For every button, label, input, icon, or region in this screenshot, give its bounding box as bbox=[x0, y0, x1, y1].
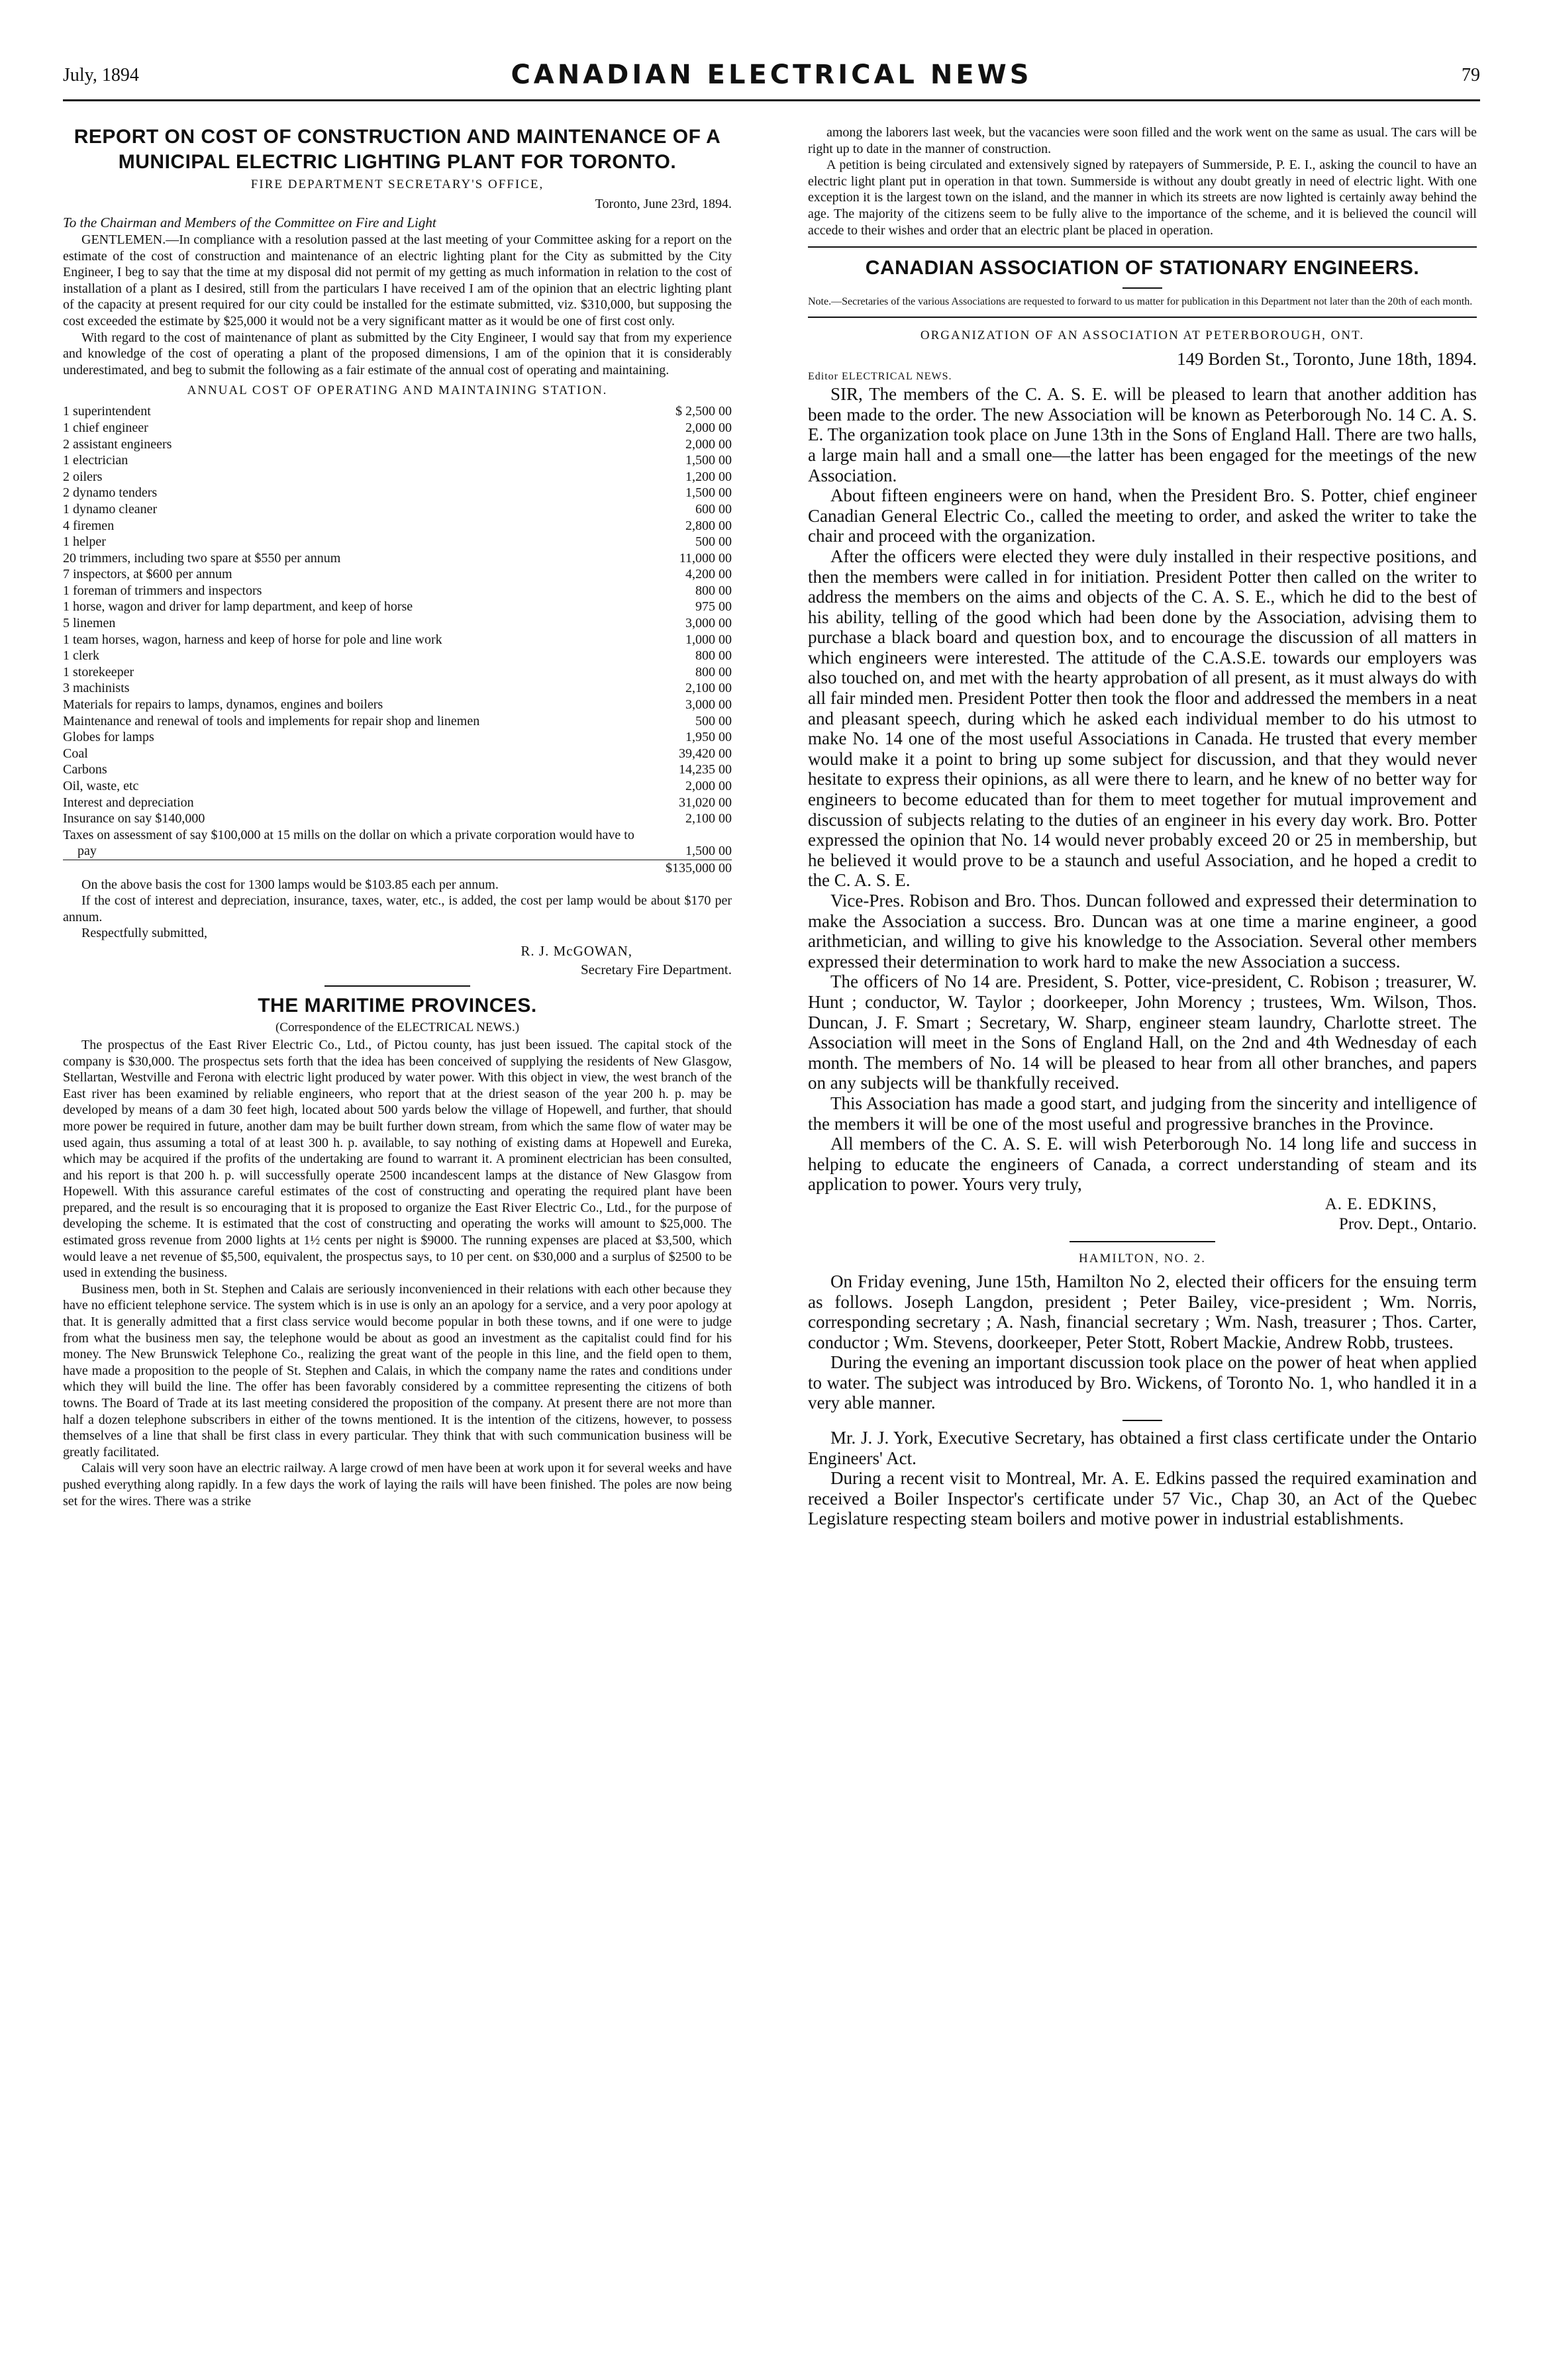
cost-item-label: 5 linemen bbox=[63, 616, 116, 631]
cost-item-amount: 2,800 00 bbox=[685, 518, 732, 533]
letter-paragraph: After the officers were elected they were duly installed in their respective positions, and then the members were called in for initiation. President Potter then called on the writer to address the members on the aims and objects of the C. A. S. E., which he did to the best of his ability, telling of the good which had been done by the Association, advising them to purchase a black board and question box, and to encourage the discussion of all matters in which engineers were interested. The attitude of the C.A.S.E. towards our employers was also touched on, and met with the hearty approbation of all present, as it must always do with all fair minded men. President Potter then took the floor and addressed the members in a neat and pleasant speech, during which he asked each individual member to do his utmost to make No. 14 one of the most useful Associations in Canada. He trusted that every member would make it a point to bring up some subject for discussion, and that they would never hesitate to express their opinions, as all were there to learn, and he knew of no better way for engineers to become educated than for them to meet together for mutual improvement and discussion of subjects relating to the duties of an engineer in his every day work. Bro. Potter expressed the opinion that No. 14 would never probably exceed 20 or 25 in membership, but he believed it would prove to be a staunch and useful Association, and he hoped a credit to the C. A. S. E. bbox=[808, 546, 1477, 891]
page-number: 79 bbox=[1462, 65, 1480, 85]
cost-item-label: 1 horse, wagon and driver for lamp department, and keep of horse bbox=[63, 599, 413, 615]
running-header bbox=[63, 58, 1480, 98]
maritime-correspondence: (Correspondence of the ELECTRICAL NEWS.) bbox=[275, 1020, 520, 1034]
section-divider bbox=[324, 985, 470, 987]
cost-item-label: 1 helper bbox=[63, 534, 106, 550]
maritime-paragraph: The prospectus of the East River Electric Co., Ltd., of Pictou county, has just been issued. The capital stock of the company is $30,000. The prospectus sets forth that the idea has been conceived of supplying the residents of New Glasgow, Stellartan, Westville and Ferona with electric light produced by water power. With this object in view, the west branch of the East river has been examined by reliable engineers, who report that at the driest season of the year 200 h. p. may be developed by means of a dam 30 feet high, located about 500 yards below the village of Hopewell, and further, that should more power be required in future, another dam may be built further down stream, from which the same flow of water may be used again, thus assuming a total of at least 300 h. p. available, to say nothing of existing dams at Hopewell and Eureka, which may be acquired if the profits of the undertaking are found to warrant it. A prominent electrician has been consulted, and his report is that 200 h. p. will successfully operate 2500 incandescent lamps at the distance of New Glasgow from Hopewell. With this assurance careful estimates of the cost of constructing and operating the required plant have been prepared, and the result is so encouraging that it is proposed to organize the East River Electric Co., Ltd., for the purpose of developing the scheme. It is estimated that the cost of constructing and operating the works will amount to $25,000. The estimated gross revenue from 2000 lights at 1½ cents per night is $9000. The running expenses are placed at $3,500, which would leave a net revenue of $5,500, equivalent, the prospectus says, to 10 per cent. on $30,000 and a surplus of $2500 to be used in extending the business. bbox=[63, 1037, 732, 1281]
letter-paragraph: All members of the C. A. S. E. will wish Peterborough No. 14 long life and success in helping to educate the engineers of Canada, a correct understanding of steam and its application to power. Yours very truly, bbox=[808, 1134, 1477, 1195]
cost-item-label: 1 storekeeper bbox=[63, 664, 134, 679]
cost-item-amount: 2,000 00 bbox=[685, 436, 732, 452]
cost-row bbox=[63, 697, 732, 713]
organization-title: ORGANIZATION OF AN ASSOCIATION AT PETERBOROUGH, ONT. bbox=[920, 328, 1365, 343]
editor-line: Editor ELECTRICAL NEWS. bbox=[808, 371, 952, 383]
closing-paragraph: During a recent visit to Montreal, Mr. A. E. Edkins passed the required examination and received a Boiler Inspector's certificate under 57 Vic., Chap 30, an Act of the Quebec Legislature respecting steam boilers and motive power in industrial establishments. bbox=[808, 1468, 1477, 1529]
cost-item-amount: 3,000 00 bbox=[685, 616, 732, 631]
cost-item-amount: 2,000 00 bbox=[685, 779, 732, 793]
cost-item-amount: 3,000 00 bbox=[685, 697, 732, 713]
issue-date: July, 1894 bbox=[63, 65, 139, 85]
report-closing: Respectfully submitted, bbox=[81, 926, 207, 941]
cost-item-label: 1 foreman of trimmers and inspectors bbox=[63, 583, 262, 598]
cost-item-amount: 800 00 bbox=[695, 664, 732, 679]
cost-row bbox=[63, 713, 732, 730]
letter-paragraph: The officers of No 14 are. President, S. Potter, vice-president, C. Robison ; treasurer, W. Hunt ; conductor, W. Taylor ; doorkeeper, John Morency ; trustees, Wm. Wilson, Thos. Duncan, J. F. Smart ; Secretary, W. Sharp, engineer steam laundry, Charlotte street. The Association will meet in the Sons of England Hall, on the 2nd and 4th Wednesday of each month. The members of No. 14 will be pleased to hear from all other branches, and papers on any subjects will be thankfully received. bbox=[808, 971, 1477, 1093]
cost-item-label: Insurance on say $140,000 bbox=[63, 811, 205, 826]
letter-paragraph: Vice-Pres. Robison and Bro. Thos. Duncan followed and expressed their determination to make the Association a success. Bro. Duncan was at one time a marine engineer, a good arithmetician, and willing to give his knowledge to the Association. Several other members expressed their determination to work hard to make the new Association a success. bbox=[808, 891, 1477, 971]
cost-row bbox=[63, 762, 732, 778]
letter-paragraph: SIR, The members of the C. A. S. E. will be pleased to learn that another addition has been made to the order. The new Association will be known as Peterborough No. 14 C. A. S. E. The organization took place on June 13th in the Sons of England Hall. There are two halls, a large main hall and a small one—the latter has been engaged for the meetings of the new Association. bbox=[808, 384, 1477, 485]
cost-item-amount: 1,500 00 bbox=[685, 485, 732, 501]
cost-item-label: 1 superintendent bbox=[63, 404, 151, 419]
cost-item-amount: 1,500 00 bbox=[685, 453, 732, 468]
cost-item-amount: 500 00 bbox=[695, 534, 732, 550]
cost-item-amount: 800 00 bbox=[695, 648, 732, 664]
cost-row bbox=[63, 518, 732, 534]
right-column bbox=[808, 124, 1477, 1529]
cost-table bbox=[63, 403, 732, 876]
cost-item-amount: 600 00 bbox=[695, 501, 732, 517]
cost-item-label: 1 chief engineer bbox=[63, 420, 148, 435]
cost-item-label: 2 oilers bbox=[63, 469, 103, 484]
maritime-continuation: among the laborers last week, but the vacancies were soon filled and the work went on the same as usual. The cars will be right up to date in the manner of construction. bbox=[808, 125, 1477, 156]
cost-item-label: 20 trimmers, including two spare at $550 per annum bbox=[63, 550, 341, 566]
newspaper-page bbox=[63, 58, 1480, 2350]
cost-item-label: 1 dynamo cleaner bbox=[63, 501, 158, 517]
letter-signature-title: Prov. Dept., Ontario. bbox=[1338, 1215, 1477, 1233]
cost-item-label: 2 dynamo tenders bbox=[63, 485, 158, 501]
cost-item-label: Interest and depreciation bbox=[63, 795, 194, 810]
letter-address: 149 Borden St., Toronto, June 18th, 1894. bbox=[1177, 349, 1477, 370]
letter-body bbox=[808, 384, 1477, 1195]
cost-row bbox=[63, 534, 732, 550]
report-department: FIRE DEPARTMENT SECRETARY'S OFFICE, bbox=[250, 177, 544, 191]
report-headline: REPORT ON COST OF CONSTRUCTION AND MAINTENANCE OF A MUNICIPAL ELECTRIC LIGHTING PLANT FOR TORONTO. bbox=[74, 126, 721, 173]
cost-row bbox=[63, 795, 732, 811]
cost-item-amount: 800 00 bbox=[695, 583, 732, 598]
cost-row bbox=[63, 436, 732, 453]
maritime-headline: THE MARITIME PROVINCES. bbox=[258, 994, 537, 1016]
cost-row bbox=[63, 452, 732, 469]
cost-row bbox=[63, 811, 732, 827]
cost-item-label: 2 assistant engineers bbox=[63, 436, 172, 452]
association-headline: CANADIAN ASSOCIATION OF STATIONARY ENGINEERS. bbox=[865, 257, 1420, 279]
cost-row bbox=[63, 664, 732, 681]
cost-row bbox=[63, 680, 732, 697]
closing-paragraph: Mr. J. J. York, Executive Secretary, has obtained a first class certificate under the Ontario Engineers' Act. bbox=[808, 1428, 1477, 1468]
cost-item-amount: 14,235 00 bbox=[679, 762, 732, 777]
hamilton-paragraph: During the evening an important discussion took place on the power of heat when applied to water. The subject was introduced by Bro. Wickens, of Toronto No. 1, who handled it in a very able manner. bbox=[808, 1352, 1477, 1413]
report-dateline: Toronto, June 23rd, 1894. bbox=[595, 197, 732, 211]
summerside-petition: A petition is being circulated and extensively signed by ratepayers of Summerside, P. E. I., asking the council to have an electric light plant put in operation in that town. Summerside is without any doubt greatly in need of electric light. With one exception it is the largest town on the island, and the manner in which its streets are now lighted is certainly away behind the age. The majority of the citizens seem to be fully alive to the importance of the scheme, and it is believed the council will accede to their wishes and order that an electric plant be placed in operation. bbox=[808, 158, 1477, 238]
cost-row bbox=[63, 420, 732, 436]
hamilton-paragraph: On Friday evening, June 15th, Hamilton No 2, elected their officers for the ensuing term as follows. Joseph Langdon, president ; Peter Bailey, vice-president ; Wm. Norris, corresponding secretary ; A. Nash, financial secretary ; Wm. Nash, treasurer ; Thos. Carter, conductor ; Wm. Stevens, doorkeeper, Peter Stott, Robert Mackie, Andrew Robb, trustees. bbox=[808, 1271, 1477, 1352]
short-rule bbox=[1122, 287, 1162, 289]
maritime-paragraph: Calais will very soon have an electric railway. A large crowd of men have been at work upon it for several weeks and have pushed everything along rapidly. In a few days the work of laying the rails will have been finished. The poles are now being set for the wires. There was a strike bbox=[63, 1461, 732, 1509]
cost-total-label bbox=[63, 860, 639, 876]
cost-item-amount: 11,000 00 bbox=[679, 550, 732, 566]
cost-item-amount: 1,950 00 bbox=[685, 730, 732, 745]
cost-row bbox=[63, 632, 732, 648]
hamilton-title: HAMILTON, NO. 2. bbox=[1079, 1251, 1206, 1265]
cost-item-amount: 39,420 00 bbox=[679, 746, 732, 761]
section-divider bbox=[808, 317, 1477, 318]
letter-signature-name: A. E. EDKINS, bbox=[1324, 1195, 1437, 1213]
cost-item-amount: 500 00 bbox=[695, 713, 732, 728]
cost-item-amount: 31,020 00 bbox=[679, 795, 732, 810]
cost-item-label: 7 inspectors, at $600 per annum bbox=[63, 567, 232, 582]
report-address: To the Chairman and Members of the Committee on Fire and Light bbox=[63, 215, 436, 230]
cost-item-label: Oil, waste, etc bbox=[63, 779, 139, 793]
cost-item-label: Taxes on assessment of say $100,000 at 15 mills on the dollar on which a private corporation would have to pay bbox=[63, 827, 634, 859]
cost-row bbox=[63, 566, 732, 583]
cost-row bbox=[63, 778, 732, 795]
cost-item-amount: 975 00 bbox=[695, 599, 732, 615]
cost-row bbox=[63, 729, 732, 746]
cost-item-amount: 1,500 00 bbox=[685, 844, 732, 859]
cost-row bbox=[63, 485, 732, 501]
cost-total-row bbox=[63, 860, 732, 876]
cost-item-amount: 2,100 00 bbox=[685, 681, 732, 696]
left-column bbox=[63, 124, 732, 1509]
report-closing: If the cost of interest and depreciation, insurance, taxes, water, etc., is added, the cost per lamp would be about $170 per annum. bbox=[63, 893, 732, 924]
report-paragraph: With regard to the cost of maintenance of plant as submitted by the City Engineer, I would say that from my experience and knowledge of the cost of operating a plant of the proposed dimensions, I am of the opinion that it is considerably underestimated, and beg to submit the following as a fair estimate of the annual cost of operating and maintaining. bbox=[63, 330, 732, 377]
cost-item-amount: 1,200 00 bbox=[685, 469, 732, 484]
cost-item-label: 1 clerk bbox=[63, 648, 99, 664]
header-rule bbox=[63, 99, 1480, 101]
journal-title: CANADIAN ELECTRICAL NEWS bbox=[511, 60, 1032, 90]
cost-row bbox=[63, 615, 732, 632]
cost-item-label: 1 electrician bbox=[63, 453, 128, 468]
cost-item-amount: 1,000 00 bbox=[685, 632, 732, 647]
cost-total: $135,000 00 bbox=[639, 860, 732, 876]
report-paragraph: GENTLEMEN.—In compliance with a resolution passed at the last meeting of your Committee asking for a report on the estimate of the cost of construction and maintenance of an electric lighting plant for the City as submitted by the City Engineer, I beg to say that the time at my disposal did not permit of my getting as much information in relation to the cost of installation of a plant as I desired, still from the particulars I have received I am of the opinion that an electric lighting plant of the capacity at present required for our city could be installed for the estimate submitted, viz. $310,000, but supposing the cost exceeded the estimate by $25,000 it would not be a very significant matter as it would be one of first cost only. bbox=[63, 232, 732, 328]
cost-table-title: ANNUAL COST OF OPERATING AND MAINTAINING STATION. bbox=[187, 383, 608, 398]
cost-item-label: Maintenance and renewal of tools and implements for repair shop and linemen bbox=[63, 713, 480, 728]
cost-item-label: Materials for repairs to lamps, dynamos, engines and boilers bbox=[63, 697, 383, 713]
section-divider bbox=[808, 246, 1477, 248]
report-signature-title: Secretary Fire Department. bbox=[581, 961, 732, 977]
cost-item-amount: 2,000 00 bbox=[685, 420, 732, 435]
cost-item-amount: $ 2,500 00 bbox=[675, 404, 732, 419]
report-closing: On the above basis the cost for 1300 lamps would be $103.85 each per annum. bbox=[81, 877, 499, 892]
cost-row bbox=[63, 550, 732, 567]
letter-paragraph: This Association has made a good start, and judging from the sincerity and intelligence of the members it will be one of the most useful and progressive branches in the Province. bbox=[808, 1093, 1477, 1134]
cost-item-amount: 4,200 00 bbox=[685, 567, 732, 582]
short-rule bbox=[1122, 1420, 1162, 1421]
cost-row bbox=[63, 469, 732, 485]
cost-item-label: 1 team horses, wagon, harness and keep of horse for pole and line work bbox=[63, 632, 442, 647]
cost-item-amount: 2,100 00 bbox=[685, 811, 732, 826]
cost-row bbox=[63, 599, 732, 615]
cost-item-label: 4 firemen bbox=[63, 518, 115, 533]
report-signature-name: R. J. McGOWAN, bbox=[521, 942, 632, 959]
cost-item-label: Coal bbox=[63, 746, 88, 761]
cost-row bbox=[63, 501, 732, 518]
cost-row bbox=[63, 746, 732, 762]
cost-row bbox=[63, 648, 732, 664]
cost-table-body bbox=[63, 403, 732, 860]
cost-row bbox=[63, 827, 732, 860]
association-note: Note.—Secretaries of the various Associations are requested to forward to us matter for publication in this Department not later than the 20th of each month. bbox=[808, 296, 1473, 308]
cost-item-label: 3 machinists bbox=[63, 681, 130, 696]
section-divider bbox=[1070, 1241, 1215, 1242]
maritime-paragraph: Business men, both in St. Stephen and Calais are seriously inconvenienced in their relations with each other because they have no efficient telephone service. The system which is in use is only an an apology for a service, and a very poor apology at that. It is generally admitted that a first class service would become popular in both these towns, and if one were to judge from what the business men say, the telephone would be about as good an investment as the capitalist could find for his money. The New Brunswick Telephone Co., realizing the great want of the people in this line, and the field open to them, have made a proposition to the people of St. Stephen and Calais, in which the company name the rates and conditions under which they will build the line. The offer has been favorably considered by a committee representing the citizens of both towns. The Board of Trade at its last meeting considered the proposition of the company. At present there are not more than half a dozen telephone subscribers in either of the towns mentioned. It is the intention of the citizens, however, to possess themselves of a line that shall be first class in every particular. They think that with such communication business will be greatly facilitated. bbox=[63, 1281, 732, 1460]
cost-item-label: Globes for lamps bbox=[63, 730, 154, 745]
cost-item-label: Carbons bbox=[63, 762, 107, 777]
letter-paragraph: About fifteen engineers were on hand, when the President Bro. S. Potter, chief engineer Canadian General Electric Co., called the meeting to order, and asked the writer to take the chair and proceed with the organization. bbox=[808, 485, 1477, 546]
cost-row bbox=[63, 403, 732, 420]
cost-row bbox=[63, 583, 732, 599]
